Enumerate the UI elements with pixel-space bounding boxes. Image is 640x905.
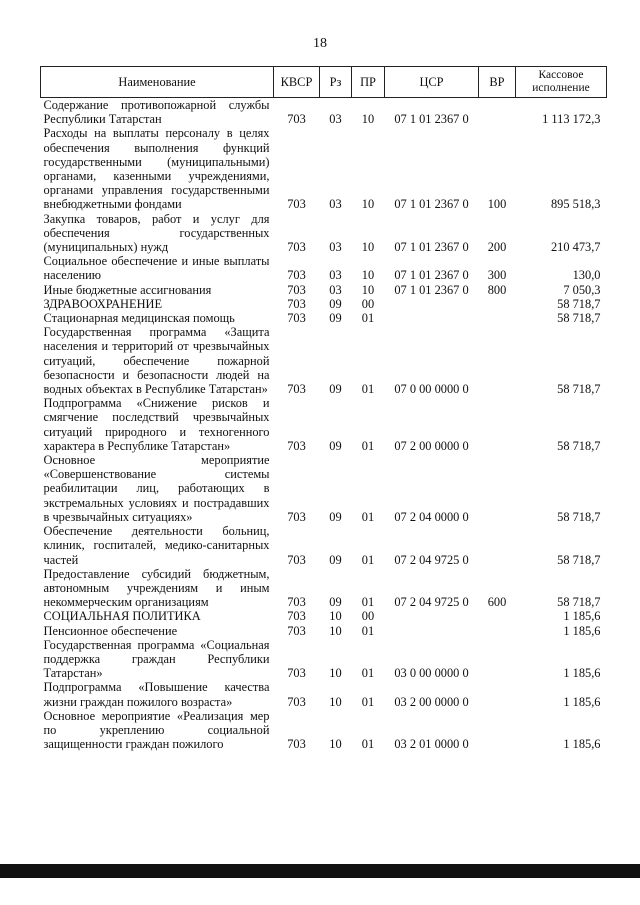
cell-amount: 1 185,6 <box>563 666 601 681</box>
cell-kvsr: 703 <box>287 552 306 567</box>
cell-pr: 01 <box>361 438 375 453</box>
cell-pr: 01 <box>361 623 375 638</box>
cell-amount: 1 185,6 <box>563 609 601 624</box>
header-amount: Кассовое исполнение <box>516 67 607 98</box>
cell-vr: 600 <box>487 595 507 610</box>
header-csr: ЦСР <box>385 67 479 98</box>
cell-pr: 01 <box>361 666 375 681</box>
cell-amount: 130,0 <box>572 268 601 283</box>
cell-amount: 58 718,7 <box>557 382 601 397</box>
cell-name: Иные бюджетные ассигнования <box>43 282 212 297</box>
cell-amount: 58 718,7 <box>557 509 601 524</box>
cell-amount: 58 718,7 <box>557 552 601 567</box>
budget-table <box>40 66 607 751</box>
cell-rz: 03 <box>329 112 342 127</box>
cell-csr: 07 2 04 9725 0 <box>394 595 469 610</box>
cell-pr: 01 <box>361 311 375 326</box>
cell-csr: 07 2 00 0000 0 <box>394 438 469 453</box>
cell-rz: 09 <box>329 296 342 311</box>
cell-vr: 800 <box>487 282 507 297</box>
cell-vr: 100 <box>487 197 507 212</box>
cell-name: ЗДРАВООХРАНЕНИЕ <box>43 296 163 311</box>
cell-rz: 10 <box>329 609 342 624</box>
table-row <box>41 609 607 623</box>
cell-rz: 03 <box>329 197 342 212</box>
cell-kvsr: 703 <box>287 509 306 524</box>
cell-amount: 1 113 172,3 <box>542 112 601 127</box>
cell-name: Стационарная медицинская помощь <box>43 311 235 326</box>
cell-vr <box>479 624 516 638</box>
cell-kvsr: 703 <box>287 197 306 212</box>
cell-kvsr: 703 <box>287 382 306 397</box>
cell-amount: 7 050,3 <box>563 282 601 297</box>
table-body <box>41 98 607 752</box>
cell-kvsr: 703 <box>287 737 306 752</box>
cell-pr: 10 <box>361 268 375 283</box>
cell-rz: 09 <box>329 595 342 610</box>
cell-pr: 01 <box>361 595 375 610</box>
cell-pr: 10 <box>361 240 375 255</box>
cell-csr <box>385 624 479 638</box>
header-pr: ПР <box>352 67 385 98</box>
cell-amount: 58 718,7 <box>557 296 601 311</box>
cell-kvsr: 703 <box>287 296 306 311</box>
cell-amount: 58 718,7 <box>557 595 601 610</box>
table-row <box>41 396 607 453</box>
cell-pr: 01 <box>361 552 375 567</box>
page-number: 18 <box>313 36 327 51</box>
table-row <box>41 567 607 610</box>
cell-csr: 07 1 01 2367 0 <box>394 197 469 212</box>
cell-name: Государственная программа «Социальная поддержка граждан Республики Татарстан» <box>43 637 270 681</box>
cell-amount: 895 518,3 <box>550 197 601 212</box>
cell-kvsr: 703 <box>287 609 306 624</box>
table-row <box>41 624 607 638</box>
cell-rz: 03 <box>329 240 342 255</box>
cell-csr: 03 0 00 0000 0 <box>394 666 469 681</box>
cell-amount: 58 718,7 <box>557 311 601 326</box>
cell-rz: 10 <box>329 623 342 638</box>
cell-vr: 300 <box>487 268 507 283</box>
cell-name: Подпрограмма «Снижение рисков и смягчение последствий чрезвычайных ситуаций природного и техногенного характера в Республике Татарстан» <box>43 396 270 453</box>
cell-vr: 200 <box>487 240 507 255</box>
cell-pr: 10 <box>361 282 375 297</box>
cell-vr <box>479 524 516 567</box>
cell-csr <box>385 297 479 311</box>
cell-rz: 09 <box>329 382 342 397</box>
cell-vr <box>479 396 516 453</box>
header-rz: Рз <box>320 67 352 98</box>
cell-kvsr: 703 <box>287 666 306 681</box>
cell-pr: 10 <box>361 112 375 127</box>
table-row <box>41 524 607 567</box>
table-row <box>41 254 607 282</box>
cell-vr <box>479 311 516 325</box>
cell-csr: 03 2 00 0000 0 <box>394 694 469 709</box>
cell-rz: 09 <box>329 438 342 453</box>
cell-csr: 07 1 01 2367 0 <box>394 282 469 297</box>
cell-rz: 09 <box>329 509 342 524</box>
cell-kvsr: 703 <box>287 282 306 297</box>
cell-csr: 07 1 01 2367 0 <box>394 240 469 255</box>
cell-rz: 09 <box>329 311 342 326</box>
cell-amount: 58 718,7 <box>557 438 601 453</box>
cell-vr <box>479 325 516 396</box>
cell-csr: 07 2 04 0000 0 <box>394 509 469 524</box>
cell-vr <box>479 709 516 752</box>
cell-csr: 07 2 04 9725 0 <box>394 552 469 567</box>
cell-csr: 07 1 01 2367 0 <box>394 112 469 127</box>
table-row <box>41 126 607 211</box>
cell-vr <box>479 609 516 623</box>
cell-rz: 10 <box>329 737 342 752</box>
cell-vr <box>479 638 516 681</box>
cell-pr: 01 <box>361 694 375 709</box>
cell-kvsr: 703 <box>287 623 306 638</box>
cell-pr: 01 <box>361 509 375 524</box>
cell-pr: 00 <box>361 609 375 624</box>
cell-csr: 03 2 01 0000 0 <box>394 737 469 752</box>
cell-name: Содержание противопожарной службы Республики Татарстан <box>43 98 270 127</box>
cell-vr <box>479 453 516 524</box>
cell-csr <box>385 609 479 623</box>
cell-pr: 01 <box>361 382 375 397</box>
cell-kvsr: 703 <box>287 268 306 283</box>
table-row <box>41 212 607 255</box>
cell-csr: 07 1 01 2367 0 <box>394 268 469 283</box>
cell-rz: 03 <box>329 282 342 297</box>
header-name: Наименование <box>41 67 274 98</box>
table-row <box>41 311 607 325</box>
header-vr: ВР <box>479 67 516 98</box>
cell-csr: 07 0 00 0000 0 <box>394 382 469 397</box>
cell-kvsr: 703 <box>287 240 306 255</box>
cell-kvsr: 703 <box>287 438 306 453</box>
table-row <box>41 709 607 752</box>
header-kvsr: КВСР <box>274 67 320 98</box>
cell-pr: 01 <box>361 737 375 752</box>
cell-name: Пенсионное обеспечение <box>43 623 178 638</box>
cell-pr: 00 <box>361 296 375 311</box>
table-row <box>41 325 607 396</box>
cell-rz: 03 <box>329 268 342 283</box>
cell-name: Обеспечение деятельности больниц, клиник, госпиталей, медико-санитарных частей <box>43 524 270 567</box>
table-row <box>41 453 607 524</box>
cell-rz: 09 <box>329 552 342 567</box>
cell-name: Основное мероприятие «Реализация мер по укреплению социальной защищенности граждан пожилого <box>43 708 270 752</box>
cell-amount: 1 185,6 <box>563 623 601 638</box>
cell-name: Подпрограмма «Повышение качества жизни граждан пожилого возраста» <box>43 680 270 709</box>
cell-vr <box>479 297 516 311</box>
cell-name: Предоставление субсидий бюджетным, автономным учреждениям и иным некоммерческим организациям <box>43 566 270 610</box>
table-row <box>41 98 607 127</box>
cell-kvsr: 703 <box>287 112 306 127</box>
cell-kvsr: 703 <box>287 595 306 610</box>
cell-rz: 10 <box>329 666 342 681</box>
cell-amount: 1 185,6 <box>563 737 601 752</box>
cell-amount: 210 473,7 <box>550 240 601 255</box>
cell-amount: 1 185,6 <box>563 694 601 709</box>
cell-name: Социальное обеспечение и иные выплаты населению <box>43 254 270 283</box>
cell-vr <box>479 680 516 708</box>
table-row <box>41 297 607 311</box>
cell-pr: 10 <box>361 197 375 212</box>
table-row <box>41 680 607 708</box>
table-row <box>41 283 607 297</box>
cell-name: Государственная программа «Защита населения и территорий от чрезвычайных ситуаций, обеспечение пожарной безопасности и безопасности людей на водных объектах в Республике Татарстан» <box>43 325 270 397</box>
table-row <box>41 638 607 681</box>
cell-name: СОЦИАЛЬНАЯ ПОЛИТИКА <box>43 609 201 624</box>
cell-name: Расходы на выплаты персоналу в целях обеспечения выполнения функций государственными (муниципальными) органами, казенными учреждениями, органами управления государственными внебюджетными фондами <box>43 126 270 212</box>
cell-name: Закупка товаров, работ и услуг для обеспечения государственных (муниципальных) нужд <box>43 211 270 255</box>
scan-edge-bar <box>0 864 640 878</box>
cell-kvsr: 703 <box>287 311 306 326</box>
cell-kvsr: 703 <box>287 694 306 709</box>
cell-rz: 10 <box>329 694 342 709</box>
cell-vr <box>479 98 516 127</box>
cell-csr <box>385 311 479 325</box>
cell-name: Основное мероприятие «Совершенствование системы реабилитации лиц, работающих в экстремальных условиях и пострадавших в чрезвычайных ситуациях» <box>43 453 270 524</box>
table-header-row <box>41 67 607 98</box>
